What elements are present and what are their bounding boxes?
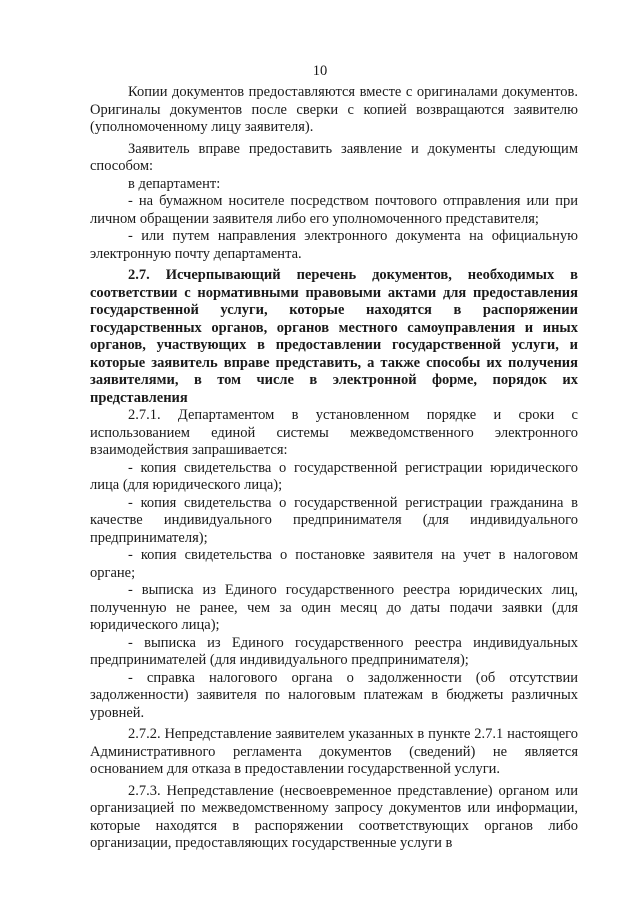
list-item-electronic: - или путем направления электронного документа на официальную электронную почту департамента. xyxy=(90,228,578,262)
paragraph-2-7-1: 2.7.1. Департаментом в установленном порядке и сроки с использованием единой системы межведомственного электронного взаимодействия запрашивается: xyxy=(90,407,578,458)
list-item-legal-entity-certificate: - копия свидетельства о государственной регистрации юридического лица (для юридического лица); xyxy=(90,459,578,493)
paragraph-submission-method: Заявитель вправе предоставить заявление и документы следующим способом: xyxy=(90,140,578,174)
document-body xyxy=(90,84,578,853)
paragraph-2-7-2: 2.7.2. Непредставление заявителем указанных в пункте 2.7.1 настоящего Административного регламента документов (сведений) не является основанием для отказа в предоставлении государственной услуги. xyxy=(90,726,578,777)
page-number: 10 xyxy=(312,63,328,79)
paragraph-to-department: в департамент: xyxy=(128,175,221,192)
list-item-tax-registration: - копия свидетельства о постановке заявителя на учет в налоговом органе; xyxy=(90,547,578,581)
paragraph-2-7-3: 2.7.3. Непредставление (несвоевременное представление) органом или организацией по межведомственному запросу документов или информации, которые находятся в распоряжении соответствующих органов либо организации, предоставляющих государственные услуги в xyxy=(90,782,578,851)
list-item-tax-debt-certificate: - справка налогового органа о задолженности (об отсутствии задолженности) заявителя по налоговым платежам в бюджеты различных уровней. xyxy=(90,669,578,721)
list-item-paper: - на бумажном носителе посредством почтового отправления или при личном обращении заявителя либо его уполномоченного представителя; xyxy=(90,193,578,227)
list-item-entrepreneur-certificate: - копия свидетельства о государственной регистрации гражданина в качестве индивидуального предпринимателя (для индивидуального предпринимателя); xyxy=(90,494,578,546)
list-item-egrul-extract: - выписка из Единого государственного реестра юридических лиц, полученную не ранее, чем за один месяц до даты подачи заявки (для юридического лица); xyxy=(90,582,578,633)
list-item-egrip-extract: - выписка из Единого государственного реестра индивидуальных предпринимателей (для индивидуального предпринимателя); xyxy=(90,634,578,668)
section-heading-2-7: 2.7. Исчерпывающий перечень документов, необходимых в соответствии с нормативными правовыми актами для предоставления государственной услуги, которые находятся в распоряжении государственных органов, органов местного самоуправления и иных органов, участвующих в предоставлении государственной услуги, и которые заявитель вправе представить, а также способы их получения заявителями, в том числе в электронной форме, порядок их представления xyxy=(90,267,578,406)
paragraph-copies: Копии документов предоставляются вместе с оригиналами документов. Оригиналы документов после сверки с копией возвращаются заявителю (уполномоченному лицу заявителя). xyxy=(90,84,578,135)
